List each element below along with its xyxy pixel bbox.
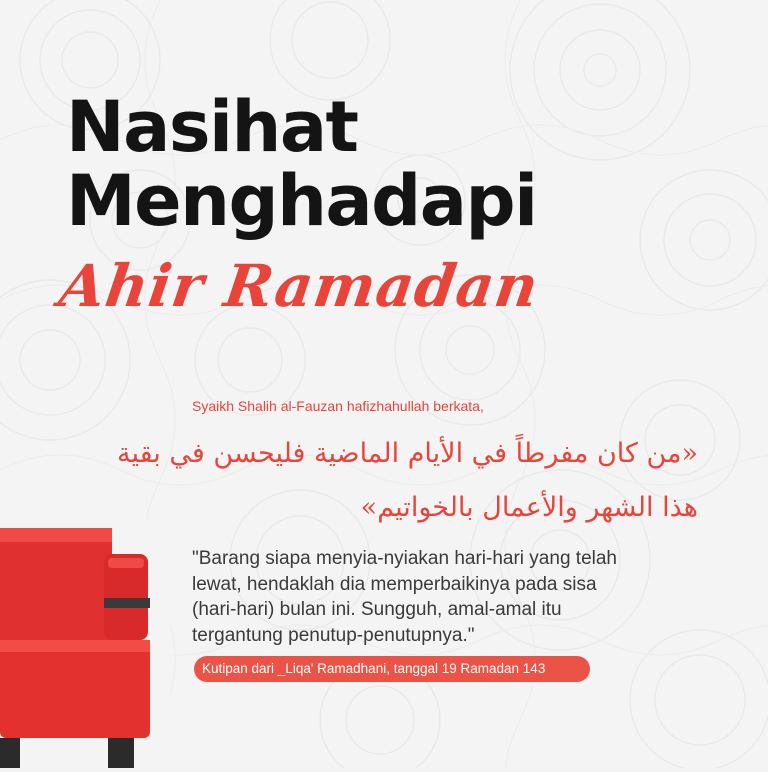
intro-text: Syaikh Shalih al-Fauzan hafizhahullah berkata, <box>192 398 484 414</box>
red-armchair-image <box>0 520 170 768</box>
quote-line-4: tergantung penutup-penutupnya." <box>192 624 475 646</box>
arabic-quote-line-1: «من كان مفرطاً في الأيام الماضية فليحسن في بقية <box>117 438 698 469</box>
quote-line-1: "Barang siapa menyia-nyiakan hari-hari yang telah <box>192 548 617 569</box>
translation-quote <box>192 546 712 648</box>
quote-line-2: lewat, hendaklah dia memperbaikinya pada sisa <box>192 573 597 595</box>
source-badge: Kutipan dari _Liqa' Ramadhani, tanggal 19 Ramadan 143 <box>194 656 590 682</box>
title-line-2: Menghadapi <box>66 160 537 242</box>
title-script: Ahir Ramadan <box>55 252 544 320</box>
title-line-1: Nasihat <box>66 86 358 168</box>
arabic-quote-line-2: هذا الشهر والأعمال بالخواتيم» <box>360 492 698 523</box>
quote-line-3: (hari-hari) bulan ini. Sungguh, amal-amal itu <box>192 599 562 620</box>
